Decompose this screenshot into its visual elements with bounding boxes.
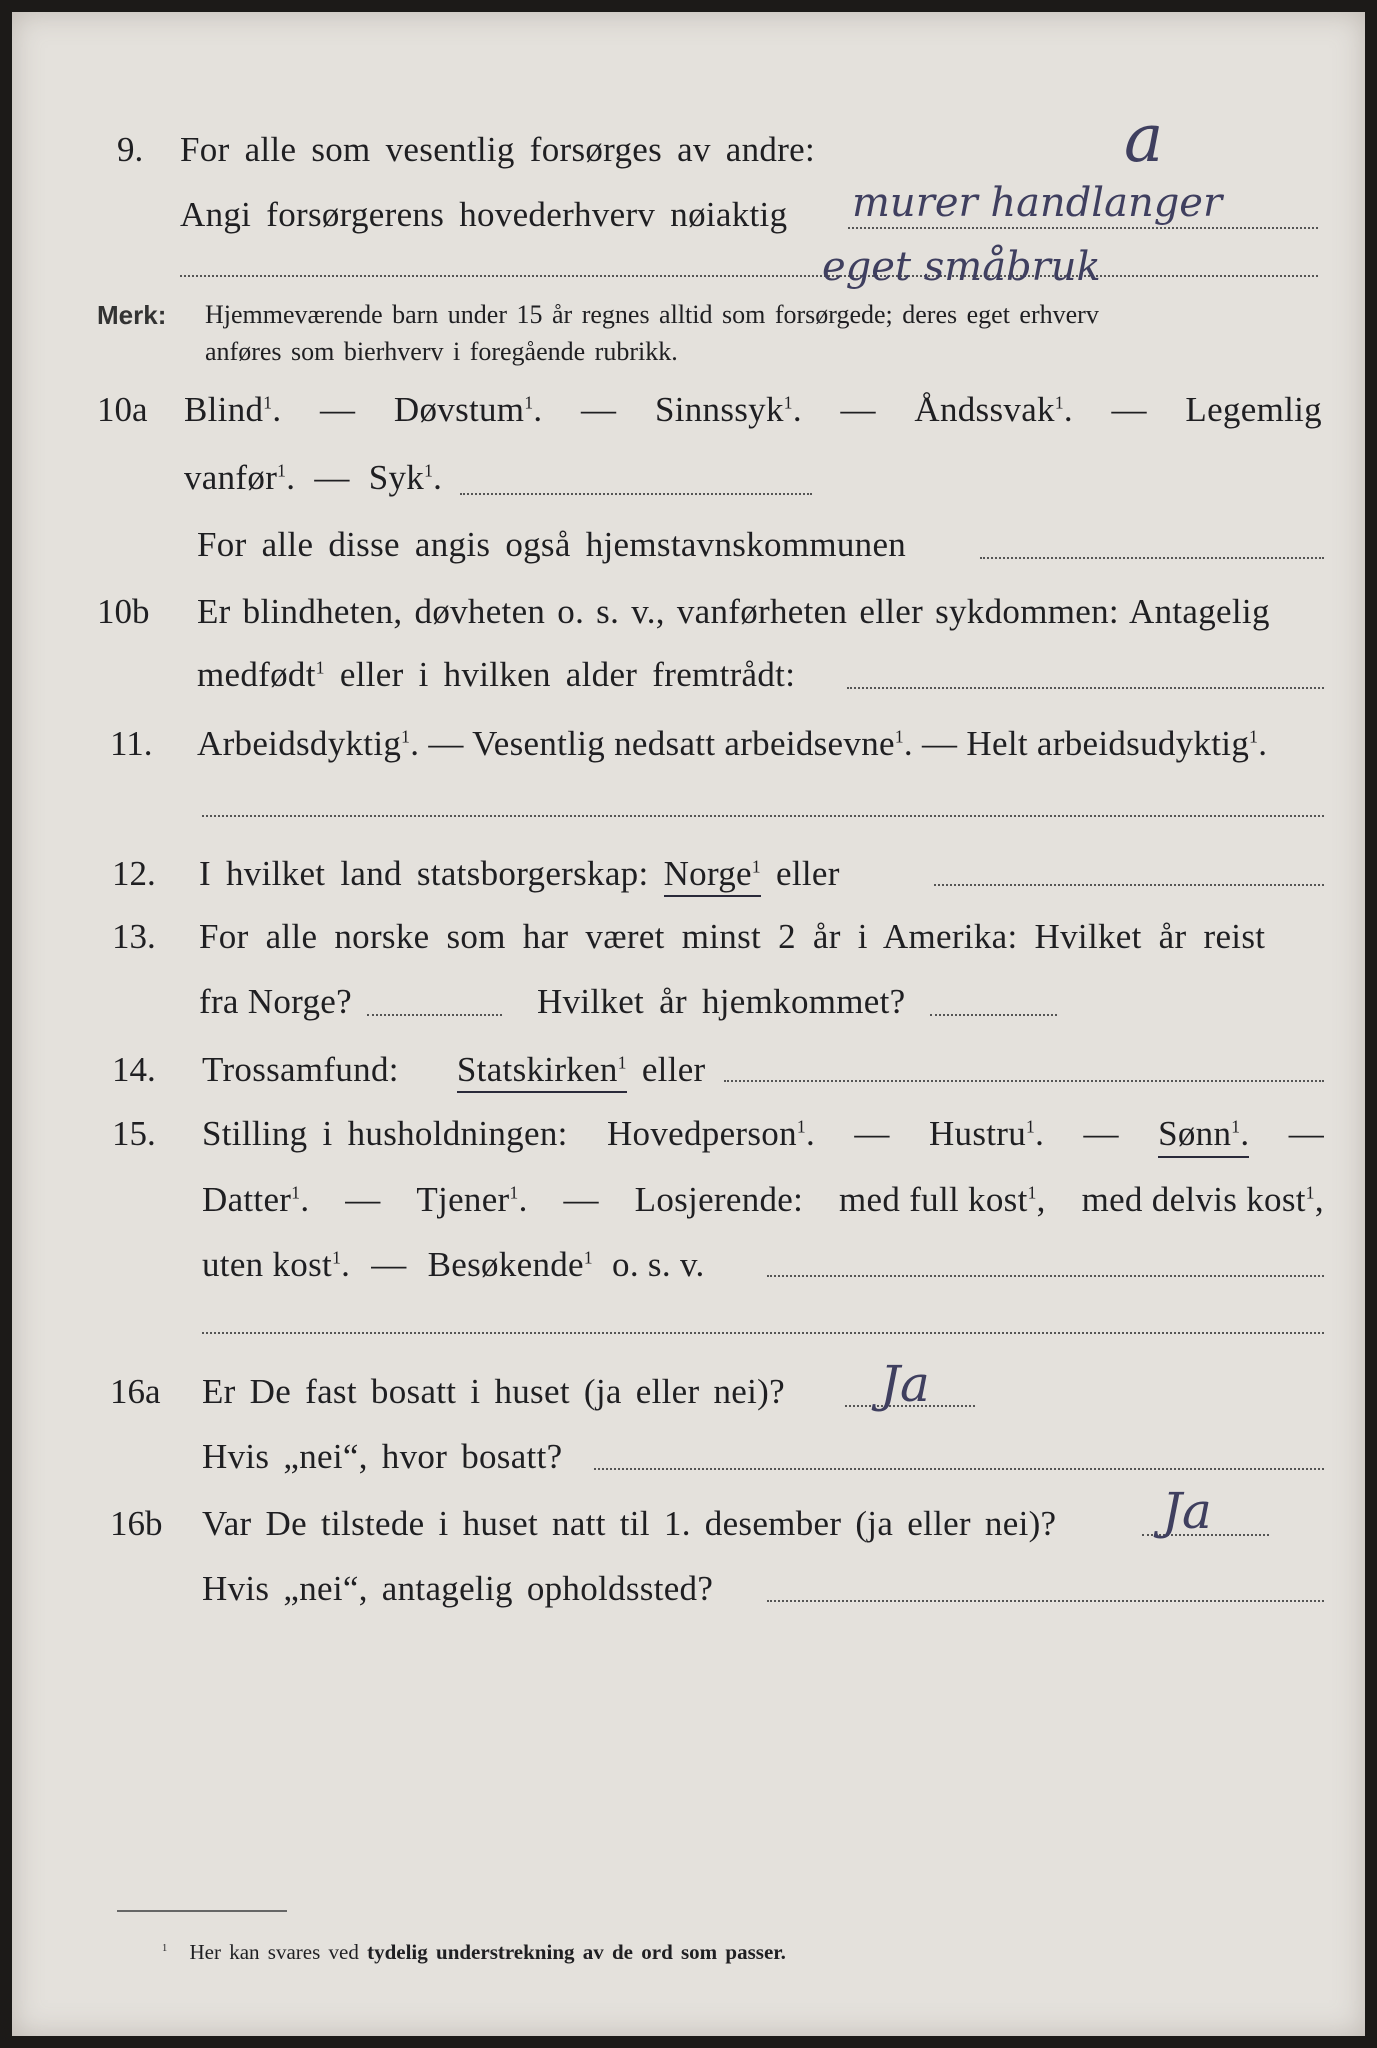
census-form-page (12, 12, 1365, 2036)
q16a-line2: Hvis „nei“, hvor bosatt? (202, 1437, 563, 1476)
dash: — (840, 390, 876, 429)
dash: — (371, 1245, 407, 1284)
q10a-legemlig[interactable]: Legemlig (1185, 390, 1322, 429)
dash: — (922, 724, 958, 763)
q9-handwritten-answer2[interactable]: eget småbruk (822, 244, 1101, 290)
q11-arbeidsdyktig[interactable]: Arbeidsdyktig$^1$. (197, 724, 420, 763)
q16b-line1: Var De tilstede i huset natt til 1. desember (ja eller nei)? (202, 1504, 1057, 1543)
q13-line1: For alle norske som har været minst 2 år i Amerika: Hvilket år reist (199, 917, 1266, 956)
q16b-number: 16b (110, 1504, 163, 1543)
dash: — (320, 390, 356, 429)
merk-line2: anføres som bierhverv i foregående rubrikk. (205, 337, 678, 366)
footnote-mark: 1 (162, 1943, 168, 1954)
q9-line1: For alle som vesentlig forsørges av andre: (180, 130, 816, 169)
q12-answer-line (934, 884, 1324, 886)
footnote-rule (117, 1910, 287, 1912)
q16b-opholdssted-line (767, 1600, 1324, 1602)
q13-line2b: Hvilket år hjemkommet? (537, 982, 906, 1021)
q15-label: Stilling i husholdningen: (202, 1114, 568, 1153)
q9-line2-label: Angi forsørgerens hovederhverv nøiaktig (180, 195, 788, 234)
merk-label: Merk: (97, 300, 167, 330)
q14-statskirken-underlined[interactable]: Statskirken$^1$ (457, 1050, 627, 1093)
dash: — (563, 1180, 599, 1219)
q14-label: Trossamfund: (202, 1050, 399, 1089)
dash: — (1083, 1114, 1119, 1153)
q14-eller: eller (641, 1050, 706, 1089)
q15-med-full-kost[interactable]: med full kost$^1$, (839, 1180, 1046, 1219)
q9-handwritten-mark: a (1124, 100, 1164, 177)
footnote-text-b: tydelig understrekning av de ord som passer. (367, 1940, 786, 1964)
q10a-andssvak[interactable]: Åndssvak$^1$. (914, 390, 1073, 429)
q16a-bosatt-line (594, 1468, 1324, 1470)
dash: — (428, 724, 464, 763)
q10b-line2-rest: eller i hvilken alder fremtrådt: (339, 655, 796, 694)
q15-line1 (202, 1114, 1324, 1158)
dash: — (1288, 1114, 1324, 1153)
q12-number: 12. (112, 854, 156, 893)
q9-number: 9. (117, 130, 144, 169)
q13-hjemkommet-line (930, 1014, 1057, 1016)
q12-eller: eller (776, 854, 840, 893)
q10a-blind[interactable]: Blind$^1$. (184, 390, 282, 429)
q10a-line1 (184, 390, 1322, 430)
q12-line (199, 854, 840, 894)
dash: — (1111, 390, 1147, 429)
q11-answer-line (202, 815, 1324, 817)
q10b-line2 (197, 655, 795, 695)
footnote (162, 1940, 786, 1965)
q15-med-delvis-kost[interactable]: med delvis kost$^1$, (1081, 1180, 1324, 1219)
q14-answer-line (724, 1080, 1324, 1082)
q12-label: I hvilket land statsborgerskap: (199, 854, 649, 893)
q13-line2a: fra Norge? (199, 982, 352, 1021)
q10a-line3: For alle disse angis også hjemstavnskommunen (197, 525, 907, 564)
q11-nedsatt[interactable]: Vesentlig nedsatt arbeidsevne$^1$. (472, 724, 913, 763)
q15-datter[interactable]: Datter$^1$. (202, 1180, 310, 1219)
footnote-text-a: Her kan svares ved (189, 1940, 359, 1964)
q15-tjener[interactable]: Tjener$^1$. (416, 1180, 528, 1219)
q10b-line1: Er blindheten, døvheten o. s. v., vanførheten eller sykdommen: Antagelig (197, 592, 1270, 631)
q10b-answer-line (847, 687, 1324, 689)
q10a-answer-line (460, 493, 812, 495)
merk-line1: Hjemmeværende barn under 15 år regnes alltid som forsørgede; deres eget erhverv (205, 300, 1099, 329)
q10a-dovstum[interactable]: Døvstum$^1$. (393, 390, 543, 429)
q9-answer-line1 (848, 227, 1318, 229)
q10a-hjemstavn-line (980, 557, 1324, 559)
q15-osv: o. s. v. (612, 1245, 705, 1284)
q15-answer-line2 (202, 1332, 1324, 1334)
q10a-number: 10a (97, 390, 148, 429)
q10b-medfodt[interactable]: medfødt$^1$ (197, 655, 325, 694)
q15-line2 (202, 1180, 1324, 1220)
q16a-number: 16a (110, 1372, 161, 1411)
q11-number: 11. (110, 724, 153, 763)
q15-line3 (202, 1245, 705, 1285)
q16a-line1: Er De fast bosatt i huset (ja eller nei)? (202, 1372, 785, 1411)
q10b-number: 10b (97, 592, 150, 631)
q13-reist-line (367, 1014, 502, 1016)
q15-sonn-underlined[interactable]: Sønn$^1$. (1158, 1114, 1249, 1158)
q15-losjerende: Losjerende: (634, 1180, 804, 1219)
dash: — (581, 390, 617, 429)
q10a-sinnssyk[interactable]: Sinnssyk$^1$. (654, 390, 802, 429)
q10a-syk[interactable]: Syk$^1$. (368, 458, 443, 497)
q14-line (202, 1050, 706, 1090)
q10a-vanfor[interactable]: vanfør$^1$. (184, 458, 296, 497)
dash: — (345, 1180, 381, 1219)
q16b-handwritten-answer[interactable]: Ja (1162, 1482, 1212, 1540)
q11-line1 (197, 724, 1267, 764)
q10a-line2 (184, 458, 442, 498)
dash: — (314, 458, 350, 497)
q15-uten-kost[interactable]: uten kost$^1$. (202, 1245, 351, 1284)
q12-norge-underlined[interactable]: Norge$^1$ (664, 854, 761, 897)
q15-answer-line1 (767, 1275, 1324, 1277)
q9-handwritten-answer1[interactable]: murer handlanger (852, 180, 1223, 226)
q16a-handwritten-answer[interactable]: Ja (880, 1355, 930, 1413)
dash: — (854, 1114, 890, 1153)
q15-hovedperson[interactable]: Hovedperson$^1$. (606, 1114, 815, 1153)
q9-answer-line2 (180, 275, 1318, 277)
q16b-line2: Hvis „nei“, antagelig opholdssted? (202, 1569, 714, 1608)
q15-hustru[interactable]: Hustru$^1$. (928, 1114, 1045, 1153)
q11-udyktig[interactable]: Helt arbeidsudyktig$^1$. (966, 724, 1268, 763)
q13-number: 13. (112, 917, 156, 956)
q14-number: 14. (112, 1050, 156, 1089)
q15-besokende[interactable]: Besøkende$^1$ (427, 1245, 593, 1284)
q15-number: 15. (112, 1114, 156, 1153)
